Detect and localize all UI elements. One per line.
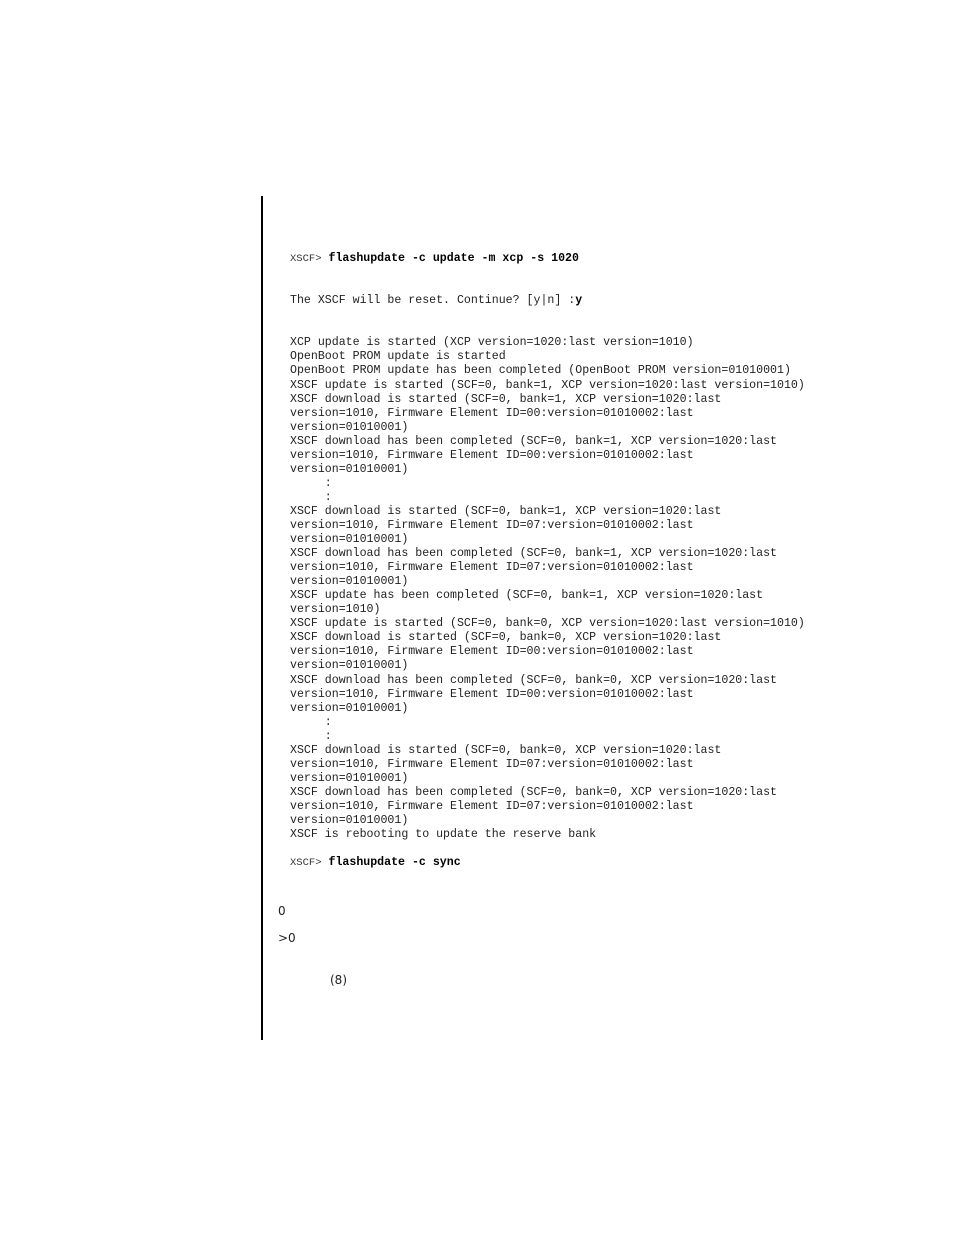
output-line: XSCF download is started (SCF=0, bank=0, XCP version=1020:last	[290, 743, 722, 757]
xscf-prompt: XSCF>	[290, 857, 322, 870]
output-line: OpenBoot PROM update has been completed (OpenBoot PROM version=01010001)	[290, 364, 791, 378]
note-reference: (8)	[330, 973, 347, 987]
output-line: :	[290, 490, 332, 504]
sync-command-line	[290, 856, 461, 870]
output-line: version=1010, Firmware Element ID=07:version=01010002:last	[290, 799, 694, 813]
output-line: version=01010001)	[290, 701, 409, 715]
xscf-prompt: XSCF>	[290, 253, 322, 266]
output-line: :	[290, 729, 332, 743]
confirm-line	[290, 294, 805, 308]
update-command-line	[290, 252, 805, 266]
output-line: version=1010, Firmware Element ID=07:version=01010002:last	[290, 561, 694, 575]
output-line: version=01010001)	[290, 659, 409, 673]
output-line: version=01010001)	[290, 420, 409, 434]
output-line: XSCF download has been completed (SCF=0, bank=0, XCP version=1020:last	[290, 673, 778, 687]
output-line: XSCF download has been completed (SCF=0, bank=0, XCP version=1020:last	[290, 785, 778, 799]
output-line: version=1010, Firmware Element ID=07:version=01010002:last	[290, 757, 694, 771]
output-line: XSCF download is started (SCF=0, bank=0, XCP version=1020:last	[290, 631, 722, 645]
sync-command: flashupdate -c sync	[328, 856, 461, 870]
output-line: XSCF update has been completed (SCF=0, bank=1, XCP version=1020:last	[290, 589, 764, 603]
sync-command-block	[290, 828, 461, 884]
output-line: XCP update is started (XCP version=1020:last version=1010)	[290, 336, 694, 350]
output-line: version=1010, Firmware Element ID=00:version=01010002:last	[290, 687, 694, 701]
output-line: XSCF download has been completed (SCF=0, bank=1, XCP version=1020:last	[290, 547, 778, 561]
output-line: version=01010001)	[290, 575, 409, 589]
output-line: :	[290, 476, 332, 490]
output-line: version=1010)	[290, 603, 381, 617]
output-line: version=01010001)	[290, 462, 409, 476]
confirm-text: The XSCF will be reset. Continue? [y|n] :	[290, 294, 576, 308]
output-line: version=1010, Firmware Element ID=00:version=01010002:last	[290, 645, 694, 659]
output-line: XSCF download has been completed (SCF=0, bank=1, XCP version=1020:last	[290, 434, 778, 448]
confirm-answer: y	[575, 294, 583, 308]
output-line: OpenBoot PROM update is started	[290, 350, 506, 364]
output-line: XSCF update is started (SCF=0, bank=0, XCP version=1020:last version=1010)	[290, 617, 805, 631]
output-line: version=01010001)	[290, 533, 409, 547]
output-line: version=01010001)	[290, 771, 409, 785]
update-output	[290, 336, 805, 842]
change-bar	[261, 196, 263, 1040]
update-command-block	[290, 224, 805, 856]
update-command: flashupdate -c update -m xcp -s 1020	[328, 252, 579, 266]
output-line: version=1010, Firmware Element ID=00:version=01010002:last	[290, 448, 694, 462]
output-line: XSCF download is started (SCF=0, bank=1, XCP version=1020:last	[290, 392, 722, 406]
note-greater-than-zero: >0	[278, 931, 296, 945]
output-line: XSCF is rebooting to update the reserve bank	[290, 828, 597, 842]
note-zero: 0	[278, 904, 286, 918]
output-line: version=1010, Firmware Element ID=00:version=01010002:last	[290, 406, 694, 420]
output-line: version=1010, Firmware Element ID=07:version=01010002:last	[290, 518, 694, 532]
output-line: version=01010001)	[290, 813, 409, 827]
output-line: :	[290, 715, 332, 729]
output-line: XSCF update is started (SCF=0, bank=1, XCP version=1020:last version=1010)	[290, 378, 805, 392]
output-line: XSCF download is started (SCF=0, bank=1, XCP version=1020:last	[290, 504, 722, 518]
